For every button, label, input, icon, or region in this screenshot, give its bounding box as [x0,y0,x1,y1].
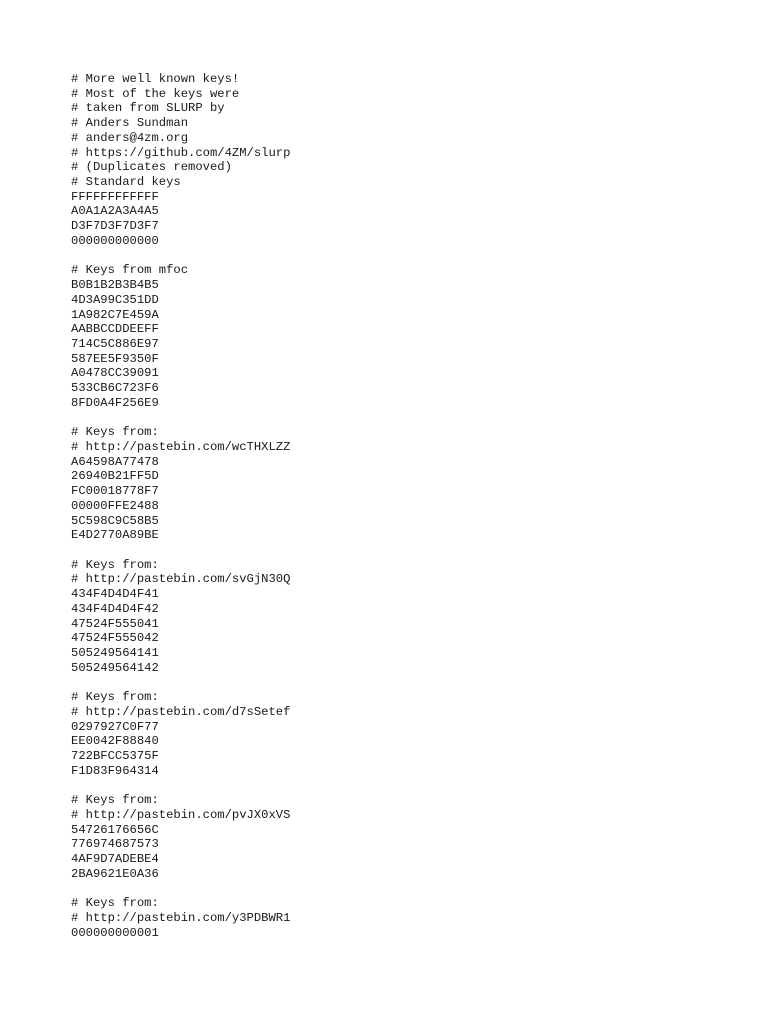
key-line: 434F4D4D4F42 [71,601,159,616]
blank-line [71,543,671,558]
key-line: 1A982C7E459A [71,307,159,322]
key-line: A64598A77478 [71,454,159,469]
key-line: 434F4D4D4F41 [71,587,159,602]
document-text [71,72,671,940]
blank-line [71,249,671,264]
comment-line: # Keys from: [71,896,159,911]
key-line: 533CB6C723F6 [71,381,159,396]
key-line: 47524F555042 [71,631,159,646]
comment-line: # Anders Sundman [71,116,189,131]
blank-line [71,882,671,897]
comment-line: # taken from SLURP by [71,101,225,116]
key-line: 4D3A99C351DD [71,292,159,307]
key-line: 26940B21FF5D [71,469,159,484]
key-line: B0B1B2B3B4B5 [71,278,159,293]
comment-line: # Keys from: [71,793,159,808]
key-line: D3F7D3F7D3F7 [71,219,159,234]
comment-line: # http://pastebin.com/y3PDBWR1 [71,910,291,925]
comment-line: # Keys from: [71,425,159,440]
key-line: EE0042F88840 [71,734,159,749]
comment-line: # http://pastebin.com/wcTHXLZZ [71,439,291,454]
key-line: A0478CC39091 [71,366,159,381]
key-line: 714C5C886E97 [71,336,159,351]
key-line: E4D2770A89BE [71,528,159,543]
comment-line: # http://pastebin.com/svGjN30Q [71,572,291,587]
comment-line: # Keys from: [71,557,159,572]
key-line: 776974687573 [71,837,159,852]
key-line: 8FD0A4F256E9 [71,395,159,410]
key-line: 000000000001 [71,925,159,940]
blank-line [71,779,671,794]
key-line: 722BFCC5375F [71,749,159,764]
key-line: 5C598C9C58B5 [71,513,159,528]
key-line: 00000FFE2488 [71,498,159,513]
comment-line: # Most of the keys were [71,86,240,101]
key-line: 4AF9D7ADEBE4 [71,852,159,867]
key-line: 0297927C0F77 [71,719,159,734]
key-line: F1D83F964314 [71,763,159,778]
comment-line: # (Duplicates removed) [71,160,232,175]
key-line: A0A1A2A3A4A5 [71,204,159,219]
key-line: FFFFFFFFFFFF [71,189,159,204]
key-line: 505249564142 [71,660,159,675]
comment-line: # More well known keys! [71,72,240,86]
key-line: 587EE5F9350F [71,351,159,366]
comment-line: # Standard keys [71,175,181,190]
comment-line: # Keys from: [71,690,159,705]
comment-line: # http://pastebin.com/pvJX0xVS [71,807,291,822]
key-line: 2BA9621E0A36 [71,866,159,881]
blank-line [71,411,671,426]
comment-line: # https://github.com/4ZM/slurp [71,145,291,160]
comment-line: # anders@4zm.org [71,130,189,145]
key-line: AABBCCDDEEFF [71,322,159,337]
comment-line: # http://pastebin.com/d7sSetef [71,704,291,719]
key-line: 000000000000 [71,233,159,248]
key-line: 47524F555041 [71,616,159,631]
blank-line [71,675,671,690]
key-line: FC00018778F7 [71,484,159,499]
key-line: 54726176656C [71,822,159,837]
key-line: 505249564141 [71,646,159,661]
comment-line: # Keys from mfoc [71,263,189,278]
